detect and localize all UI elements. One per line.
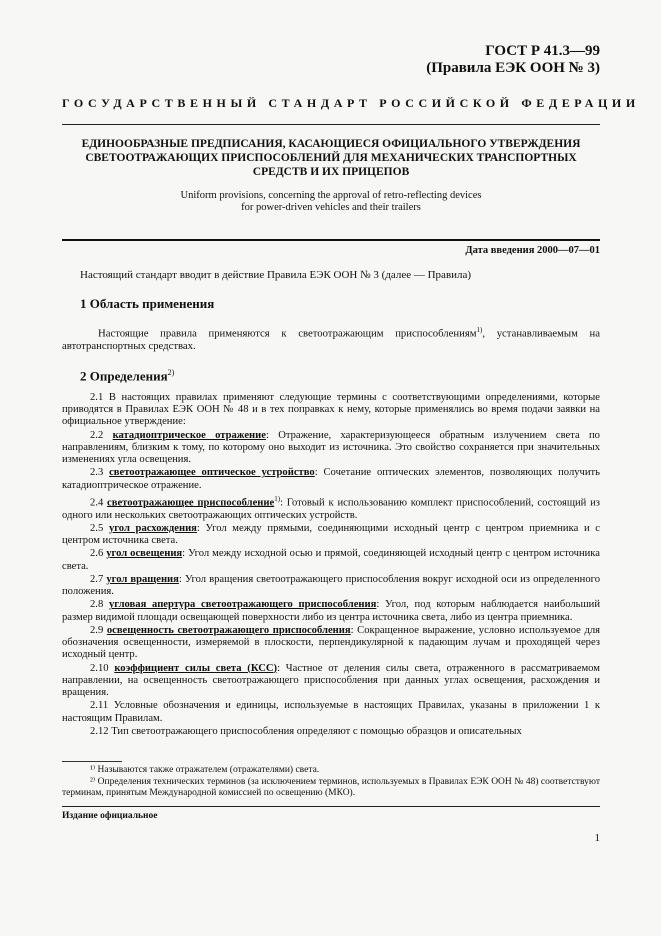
definition-item	[62, 700, 600, 724]
definition-number: 2.4	[90, 497, 104, 509]
section-1-text-a: Настоящие правила применяются к светоотражающим приспособлениям	[98, 327, 477, 340]
standard-code	[426, 43, 600, 77]
standard-number: ГОСТ Р 41.3—99	[485, 43, 600, 59]
title-divider	[62, 239, 600, 241]
page-number: 1	[594, 832, 600, 844]
definition-item	[62, 493, 600, 522]
title-line: СВЕТООТРАЖАЮЩИХ ПРИСПОСОБЛЕНИЙ ДЛЯ МЕХАНИЧЕСКИХ ТРАНСПОРТНЫХ	[85, 152, 577, 164]
definition-number: 2.3	[90, 467, 104, 479]
definition-term: угловая апертура светоотражающего приспособления	[109, 599, 377, 611]
definition-number: 2.12	[90, 725, 109, 737]
bottom-divider	[62, 806, 600, 807]
definition-term: угол освещения	[106, 548, 183, 560]
intro-text: Настоящий стандарт вводит в действие Правила ЕЭК ООН № 3 (далее — Правила)	[80, 269, 472, 281]
definition-item	[62, 574, 600, 598]
definition-number: 2.2	[90, 429, 104, 441]
definition-text: В настоящих правилах применяют следующие термины с соответствующими определениями, которые приводятся в Правилах ЕЭК ООН № 48 и в тех поправках к нему, которые применялись во время подачи заявки на официальное утверждение:	[62, 392, 600, 428]
definition-item	[62, 548, 600, 572]
definitions-list	[62, 392, 600, 739]
definition-number: 2.9	[90, 624, 104, 636]
definition-number: 2.7	[90, 573, 104, 585]
definition-text: : Угол, под которым наблюдается наибольший размер видимой площади освещающей поверхности либо из центра источника света, либо из центра приемника.	[62, 599, 600, 623]
section-2-title: 2 Определения	[80, 368, 168, 384]
definition-number: 2.11	[90, 700, 109, 712]
definition-text: : Угол вращения светоотражающего приспособления вокруг исходной оси из определенного положения.	[62, 573, 601, 598]
definition-text: Тип светоотражающего приспособления определяют с помощью образцов и описательных	[111, 725, 522, 737]
definition-item	[62, 625, 600, 662]
edition-label: Издание официальное	[62, 811, 158, 821]
definition-term: светоотражающее оптическое устройство	[109, 467, 315, 479]
section-1-text	[62, 324, 600, 352]
definition-number: 2.6	[90, 548, 104, 560]
state-standard-title: ГОСУДАРСТВЕННЫЙ СТАНДАРТ РОССИЙСКОЙ ФЕДЕРАЦИИ	[62, 96, 640, 110]
definition-term: угол вращения	[106, 573, 179, 585]
definition-text: : Отражение, характеризующееся обратным излучением света по направлениям, близким к тому, по которому оно выходит из источника. Это свойство сохраняется при значительных изменениях угла освещения.	[62, 429, 600, 466]
definition-item	[62, 523, 600, 547]
definition-item	[62, 392, 600, 429]
definition-item	[62, 663, 600, 700]
definition-item	[62, 430, 600, 467]
definition-text: : Угол между прямыми, соединяющими исходный центр с центром приемника и с центром источника света.	[62, 522, 600, 547]
definition-item	[62, 599, 600, 623]
definition-term: светоотражающее приспособление	[107, 497, 275, 509]
definition-number: 2.10	[90, 662, 109, 674]
definition-number: 2.8	[90, 599, 104, 611]
section-1-text-b: , устанавливаемым на автотранспортных средствах.	[62, 327, 600, 352]
definition-number: 2.1	[90, 392, 104, 403]
definition-text: : Готовый к использованию комплект приспособлений, состоящий из одного или нескольких светоотражающих оптических устройств.	[62, 497, 600, 521]
definition-item	[62, 726, 600, 738]
definition-text: : Угол между исходной осью и прямой, соединяющей исходный центр с центром источника света.	[62, 548, 600, 572]
definition-term: катадиоптрическое отражение	[112, 429, 266, 441]
rules-number: (Правила ЕЭК ООН № 3)	[426, 60, 600, 76]
definition-term: угол расхождения	[108, 522, 197, 534]
footnote-divider	[62, 761, 122, 762]
subtitle-line: for power-driven vehicles and their trailers	[241, 202, 421, 213]
definition-term: коэффициент силы света (КСС)	[114, 662, 278, 674]
footnote-ref: 2)	[167, 368, 175, 377]
definition-text: Условные обозначения и единицы, используемые в настоящих Правилах, указаны в приложении 1 к настоящим Правилам.	[62, 700, 600, 724]
top-divider	[62, 124, 600, 125]
section-2-heading	[80, 368, 174, 384]
footnote: ¹⁾ Называются также отражателем (отражателями) света.	[90, 765, 320, 775]
definition-text: : Сокращенное выражение, условно используемое для обозначения освещенности, измеряемой в плоскости, перпендикулярной к падающим лучам и проходящей через исходный центр.	[62, 624, 600, 661]
subtitle-line: Uniform provisions, concerning the approval of retro-reflecting devices	[180, 190, 482, 201]
definition-term: освещенность светоотражающего приспособления	[106, 624, 351, 636]
definition-item	[62, 467, 600, 491]
definition-number: 2.5	[90, 522, 104, 534]
footnote-ref: 1)	[274, 494, 281, 503]
section-1-heading: 1 Область применения	[80, 296, 215, 311]
footnotes	[62, 765, 600, 800]
effective-date: Дата введения 2000—07—01	[465, 245, 600, 256]
definition-text: : Частное от деления силы света, отраженного в рассматриваемом направлении, на освещенность светоотражающего приспособления при данных углах освещения, расхождения и вращения.	[62, 662, 600, 699]
title-line: ЕДИНООБРАЗНЫЕ ПРЕДПИСАНИЯ, КАСАЮЩИЕСЯ ОФИЦИАЛЬНОГО УТВЕРЖДЕНИЯ	[81, 138, 581, 150]
footnote: ²⁾ Определения технических терминов (за исключением терминов, используемых в Правилах ЕЭК ООН № 48) соответствуют терминам, принятым Международной комиссией по освещению (МКО).	[62, 776, 600, 798]
english-subtitle	[62, 190, 600, 214]
document-title	[62, 137, 600, 179]
title-line: СРЕДСТВ И ИХ ПРИЦЕПОВ	[252, 166, 410, 178]
definition-text: : Сочетание оптических элементов, позволяющих получить катадиоптрическое отражение.	[62, 467, 600, 491]
footnote-ref: 1)	[476, 326, 483, 334]
